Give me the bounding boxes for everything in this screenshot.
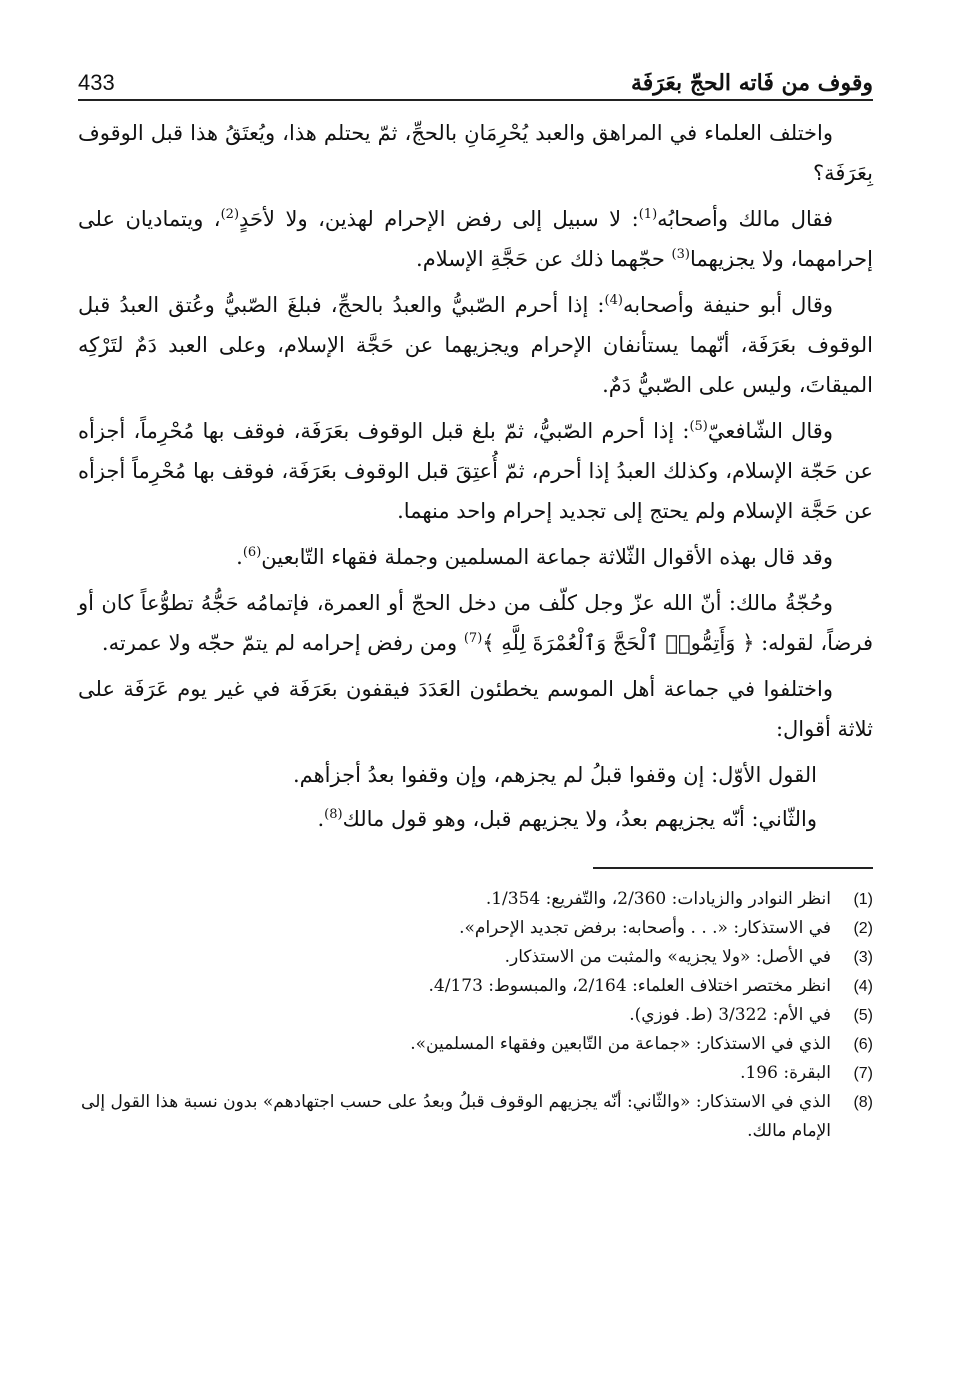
footnote-number: (4) (853, 978, 873, 995)
footnote-ref: (1) (638, 207, 658, 222)
footnote-text: انظر النوادر والزيادات: 2/360، والتّفريع: 1/354. (485, 889, 831, 909)
paragraph-text: وقال أبو حنيفة وأصحابه (622, 293, 834, 317)
footnote-number: (6) (853, 1036, 873, 1053)
paragraph-text: حجّهما ذلك عن حَجَّةِ الإسلام. (416, 247, 672, 271)
paragraph (78, 799, 873, 839)
footnote (78, 1088, 873, 1146)
paragraph (78, 537, 873, 577)
footnote-divider (593, 867, 873, 869)
footnote-ref: (3) (671, 247, 690, 262)
footnote (78, 885, 873, 914)
footnote-number: (2) (853, 920, 873, 937)
paragraph (78, 285, 873, 405)
body-text (78, 113, 873, 839)
paragraph-text: . (236, 545, 243, 569)
footnote-text: في الأم: 3/322 (ط. فوزي). (629, 1005, 831, 1025)
footnote-text: البقرة: 196. (740, 1063, 831, 1083)
footnote-text: في الاستذكار: «. . . وأصحابه: برفض تجديد الإحرام». (459, 918, 831, 938)
footnote-number: (3) (853, 949, 873, 966)
page-header (78, 56, 873, 101)
footnote-text: الذي في الاستذكار: «جماعة من التّابعين وفقهاء المسلمين». (410, 1034, 831, 1054)
footnote-ref: (6) (242, 545, 262, 560)
footnote-ref: (7) (463, 631, 483, 646)
paragraph-text: : إذا أحرم الصّبيُّ والعبدُ بالحجِّ، فبلغَ الصّبيُّ وعُتق العبدُ قبل الوقوف بعَرَفَة، أنّهما يستأنفان الإحرام ويجزيهما عن حَجَّة الإسلام، وعلى العبد دَمٌ لتَرْكِه الميقاتَ، وليس على الصّبيُّ دَمٌ. (78, 293, 873, 397)
footnote (78, 1001, 873, 1030)
running-title: وقوف من فَاته الحجّ بعَرَفَة (630, 70, 873, 96)
paragraph-text: . (317, 807, 325, 831)
paragraph-text: القول الأوّل: إن وقفوا قبلُ لم يجزهم، وإن وقفوا بعدُ أجزأهم. (292, 763, 817, 787)
footnote-text: انظر مختصر اختلاف العلماء: 2/164، والمبسوط: 4/173. (428, 976, 831, 996)
paragraph-text: فقال مالك وأصحابُه (657, 207, 834, 231)
paragraph-text: ومن رفض إحرامه لم يتمّ حجّه ولا عمرته. (101, 631, 464, 655)
paragraph (78, 113, 873, 193)
footnote-ref: (8) (324, 807, 343, 822)
footnote-number: (1) (853, 891, 873, 908)
footnote-ref: (4) (604, 293, 623, 308)
footnote (78, 972, 873, 1001)
paragraph-text: : لا سبيل إلى رفض الإحرام لهذين، ولا لأحَدٍ (239, 207, 639, 231)
footnotes (78, 885, 873, 1146)
footnote-number: (5) (853, 1007, 873, 1024)
footnote (78, 943, 873, 972)
footnote-text: في الأصل: «ولا يجزيه» والمثبت من الاستذكار. (504, 947, 831, 967)
footnote (78, 1030, 873, 1059)
footnote (78, 914, 873, 943)
paragraph-text: واختلفوا في جماعة أهل الموسم يخطئون العَدَدَ فيقفون بعَرَفَة في غير يوم عَرَفَة على ثلاثة أقوال: (78, 677, 873, 741)
paragraph (78, 755, 873, 795)
paragraph (78, 669, 873, 749)
paragraph-text: وقد قال بهذه الأقوال الثّلاثة جماعة المسلمين وجملة فقهاء التّابعين (261, 545, 833, 569)
footnote-number: (8) (853, 1094, 873, 1111)
page (78, 56, 873, 1146)
paragraph (78, 583, 873, 663)
footnote-text: الذي في الاستذكار: «والثّاني: أنّه يجزيهم الوقوف قبلُ وبعدُ على حسب اجتهادهم» بدون نسبة هذا القول إلى الإمام مالك. (81, 1092, 831, 1141)
page-number: 433 (78, 70, 115, 95)
paragraph-text: والثّاني: أنّه يجزيهم بعدُ، ولا يجزيهم قبل، وهو قول مالك (342, 807, 817, 831)
paragraph-text: وقال الشّافعيّ (707, 419, 833, 443)
footnote-ref: (2) (220, 207, 240, 222)
paragraph (78, 411, 873, 531)
footnote-number: (7) (853, 1065, 873, 1082)
paragraph-text: وحُجّةُ مالك: أنّ الله عزّ وجل كلّف من دخل الحجّ أو العمرة، فإتمامُه حَجُّهُ تطوُّعاً كان أو فرضاً، لقوله: ﴿ وَأَتِمُّوا۟ ٱلْحَجَّ وَٱلْعُمْرَةَ لِلَّهِ ﴾ (78, 591, 873, 655)
paragraph (78, 199, 873, 279)
paragraph-text: ، ويتماديان على إحرامهما، ولا يجزيهما (78, 207, 873, 271)
footnote-ref: (5) (689, 419, 708, 434)
paragraph-text: : إذا أحرم الصّبيُّ، ثمّ بلغ قبل الوقوف بعَرَفَة، فوقف بها مُحْرِماً، أجزأه عن حَجّة الإسلام، وكذلك العبدُ إذا أحرم، ثمّ أُعتِقَ قبل الوقوف بعَرَفَة، فوقف بها مُحْرِماً أجزأه عن حَجَّة الإسلام ولم يحتج إلى تجديد إحرام واحد منهما. (78, 419, 873, 523)
footnote (78, 1059, 873, 1088)
paragraph-text: واختلف العلماء في المراهق والعبد يُحْرِمَانِ بالحجِّ، ثمّ يحتلم هذا، ويُعتَقُ هذا قبل الوقوف بِعَرَفَة؟ (78, 121, 873, 185)
